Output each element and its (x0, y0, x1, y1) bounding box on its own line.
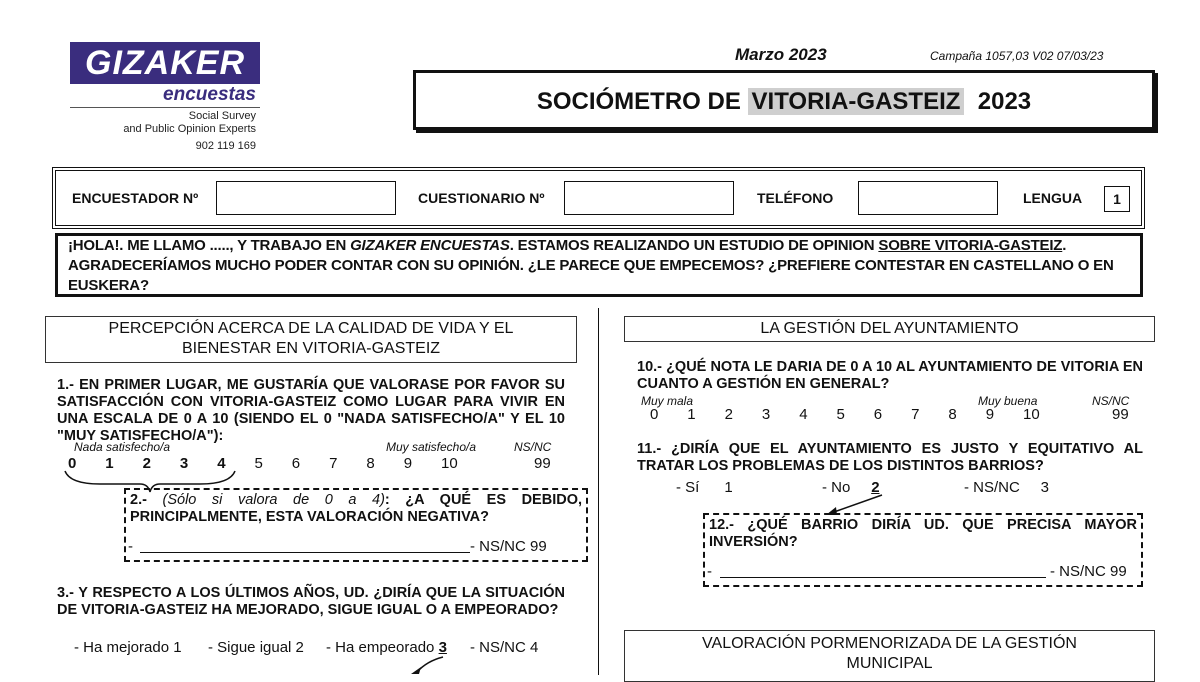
q10-scale-nsnc: NS/NC (1092, 394, 1130, 408)
survey-date: Marzo 2023 (735, 45, 827, 64)
scale-value[interactable]: 0 (650, 406, 659, 423)
q3-option-2[interactable]: - Sigue igual 2 (208, 639, 304, 656)
q1-scale-high: Muy satisfecho/a (386, 440, 477, 454)
question-12: 12.- ¿QUÉ BARRIO DIRÍA UD. QUE PRECISA MAYOR INVERSIÓN? (709, 517, 1137, 550)
encuestador-label: ENCUESTADOR Nº (72, 190, 199, 206)
q1-scale-low: Nada satisfecho/a (74, 440, 171, 454)
cuestionario-label: CUESTIONARIO Nº (418, 190, 545, 206)
q3-option-3[interactable] (326, 639, 447, 656)
scale-value[interactable]: 3 (179, 455, 189, 472)
q2-dash: - (128, 538, 133, 555)
intro-part-1: ¡HOLA!. ME LLAMO ....., Y TRABAJO EN (68, 237, 351, 254)
scale-value[interactable]: 7 (911, 406, 920, 423)
cuestionario-field[interactable] (564, 181, 734, 215)
intro-part-3: . ESTAMOS REALIZANDO UN ESTUDIO DE OPINION (509, 237, 879, 254)
q3-option-1[interactable]: - Ha mejorado 1 (74, 639, 182, 656)
q10-scale (646, 406, 1046, 426)
scale-value[interactable]: 4 (799, 406, 808, 423)
scale-value[interactable]: 9 (403, 455, 413, 472)
q12-answer-line[interactable] (720, 577, 1046, 578)
q11-option-nsnc[interactable]: - NS/NC 3 (964, 479, 1050, 496)
lengua-label: LENGUA (1023, 190, 1083, 206)
scale-value[interactable]: 1 (687, 406, 696, 423)
scale-value[interactable]: 9 (985, 406, 995, 423)
q1-scale-nsnc: NS/NC (514, 440, 552, 454)
logo-divider (70, 107, 260, 108)
scale-value[interactable]: 8 (366, 455, 375, 472)
section-valoracion-line-2: MUNICIPAL (846, 655, 933, 672)
q3-option-3-label: - Ha empeorado (326, 639, 435, 656)
intro-topic: SOBRE VITORIA-GASTEIZ (878, 237, 1063, 254)
q2-note: (Sólo si valora de 0 a 4) (162, 492, 385, 508)
scale-value[interactable]: 10 (441, 455, 458, 472)
intro-text (68, 236, 1136, 296)
section-valoracion-gestion (624, 630, 1155, 682)
q2-text: : ¿A QUÉ ES DEBIDO, PRINCIPALMENTE, ESTA VALORACIÓN NEGATIVA? (130, 492, 583, 525)
scale-value[interactable]: 5 (254, 455, 263, 472)
logo-tagline-1: Social Survey (188, 110, 256, 122)
scale-value[interactable]: 4 (217, 455, 226, 472)
intro-part-5: . AGRADECERÍAMOS MUCHO PODER CONTAR CON SU OPINIÓN. ¿LE PARECE QUE EMPECEMOS? ¿PREFIERE CONTESTAR EN CASTELLANO O EN EUSKERA? (68, 237, 1114, 294)
q10-scale-high: Muy buena (978, 394, 1038, 408)
scale-value[interactable]: 7 (329, 455, 338, 472)
section-quality-line-2: BIENESTAR EN VITORIA-GASTEIZ (181, 340, 441, 357)
telefono-field[interactable] (858, 181, 998, 215)
question-2 (130, 492, 582, 526)
section-quality-of-life (45, 316, 577, 363)
logo-phone: 902 119 169 (195, 140, 256, 152)
q3-arrow-icon (405, 655, 445, 675)
q11-option-si[interactable]: - Sí 1 (676, 479, 733, 496)
title-year: 2023 (977, 88, 1032, 115)
q11-option-no-code: 2 (871, 479, 880, 496)
q2-number: 2.- (130, 492, 147, 508)
q11-option-no-label: - No (822, 479, 851, 496)
q2-nsnc[interactable]: - NS/NC 99 (470, 538, 547, 555)
page-title (413, 88, 1155, 116)
scale-value[interactable]: 0 (68, 455, 77, 472)
q3-option-3-code: 3 (438, 639, 447, 656)
scale-value[interactable]: 8 (948, 406, 957, 423)
encuestador-field[interactable] (216, 181, 396, 215)
q3-option-4[interactable]: - NS/NC 4 (470, 639, 539, 656)
title-prefix: SOCIÓMETRO DE (536, 88, 748, 115)
q10-scale-low: Muy mala (641, 394, 694, 408)
intro-company: GIZAKER ENCUESTAS (350, 237, 510, 254)
scale-value[interactable]: 2 (142, 455, 151, 472)
scale-value[interactable]: 6 (291, 455, 301, 472)
scale-value[interactable]: 5 (836, 406, 845, 423)
telefono-label: TELÉFONO (757, 190, 834, 206)
scale-value[interactable]: 1 (105, 455, 114, 472)
gizaker-logo: GIZAKER (70, 42, 260, 84)
logo-subtitle: encuestas (163, 84, 256, 105)
section-valoracion-line-1: VALORACIÓN PORMENORIZADA DE LA GESTIÓN (702, 635, 1077, 652)
scale-value[interactable]: 6 (873, 406, 883, 423)
logo-tagline-2: and Public Opinion Experts (123, 123, 256, 135)
q2-answer-line[interactable] (140, 552, 470, 553)
q12-dash: - (707, 563, 712, 580)
title-city: VITORIA-GASTEIZ (748, 88, 965, 115)
q10-nsnc-code[interactable]: 99 (1112, 406, 1129, 423)
question-11: 11.- ¿DIRÍA QUE EL AYUNTAMIENTO ES JUSTO Y EQUITATIVO AL TRATAR LOS PROBLEMAS DE LOS DISTINTOS BARRIOS? (637, 441, 1143, 474)
scale-value[interactable]: 10 (1023, 406, 1040, 423)
question-10: 10.- ¿QUÉ NOTA LE DARIA DE 0 A 10 AL AYUNTAMIENTO DE VITORIA EN CUANTO A GESTIÓN EN GENERAL? (637, 359, 1143, 392)
campaign-code: Campaña 1057,03 V02 07/03/23 (930, 49, 1104, 63)
scale-value[interactable]: 3 (761, 406, 771, 423)
scale-value[interactable]: 2 (724, 406, 733, 423)
section-ayuntamiento: LA GESTIÓN DEL AYUNTAMIENTO (624, 316, 1155, 342)
section-quality-line-1: PERCEPCIÓN ACERCA DE LA CALIDAD DE VIDA Y EL (108, 320, 514, 337)
question-1: 1.- EN PRIMER LUGAR, ME GUSTARÍA QUE VALORASE POR FAVOR SU SATISFACCIÓN CON VITORIA-GASTEIZ COMO LUGAR PARA VIVIR EN UNA ESCALA DE 0 A 10 (SIENDO EL 0 "NADA SATISFECHO/A" Y EL 10 "MUY SATISFECHO/A"): (57, 377, 565, 444)
q1-nsnc-code[interactable]: 99 (534, 455, 551, 472)
lengua-value[interactable]: 1 (1104, 186, 1130, 212)
column-divider (598, 308, 599, 675)
question-3: 3.- Y RESPECTO A LOS ÚLTIMOS AÑOS, UD. ¿DIRÍA QUE LA SITUACIÓN DE VITORIA-GASTEIZ HA MEJORADO, SIGUE IGUAL O A EMPEORADO? (57, 585, 565, 618)
q12-nsnc[interactable]: - NS/NC 99 (1050, 563, 1127, 580)
